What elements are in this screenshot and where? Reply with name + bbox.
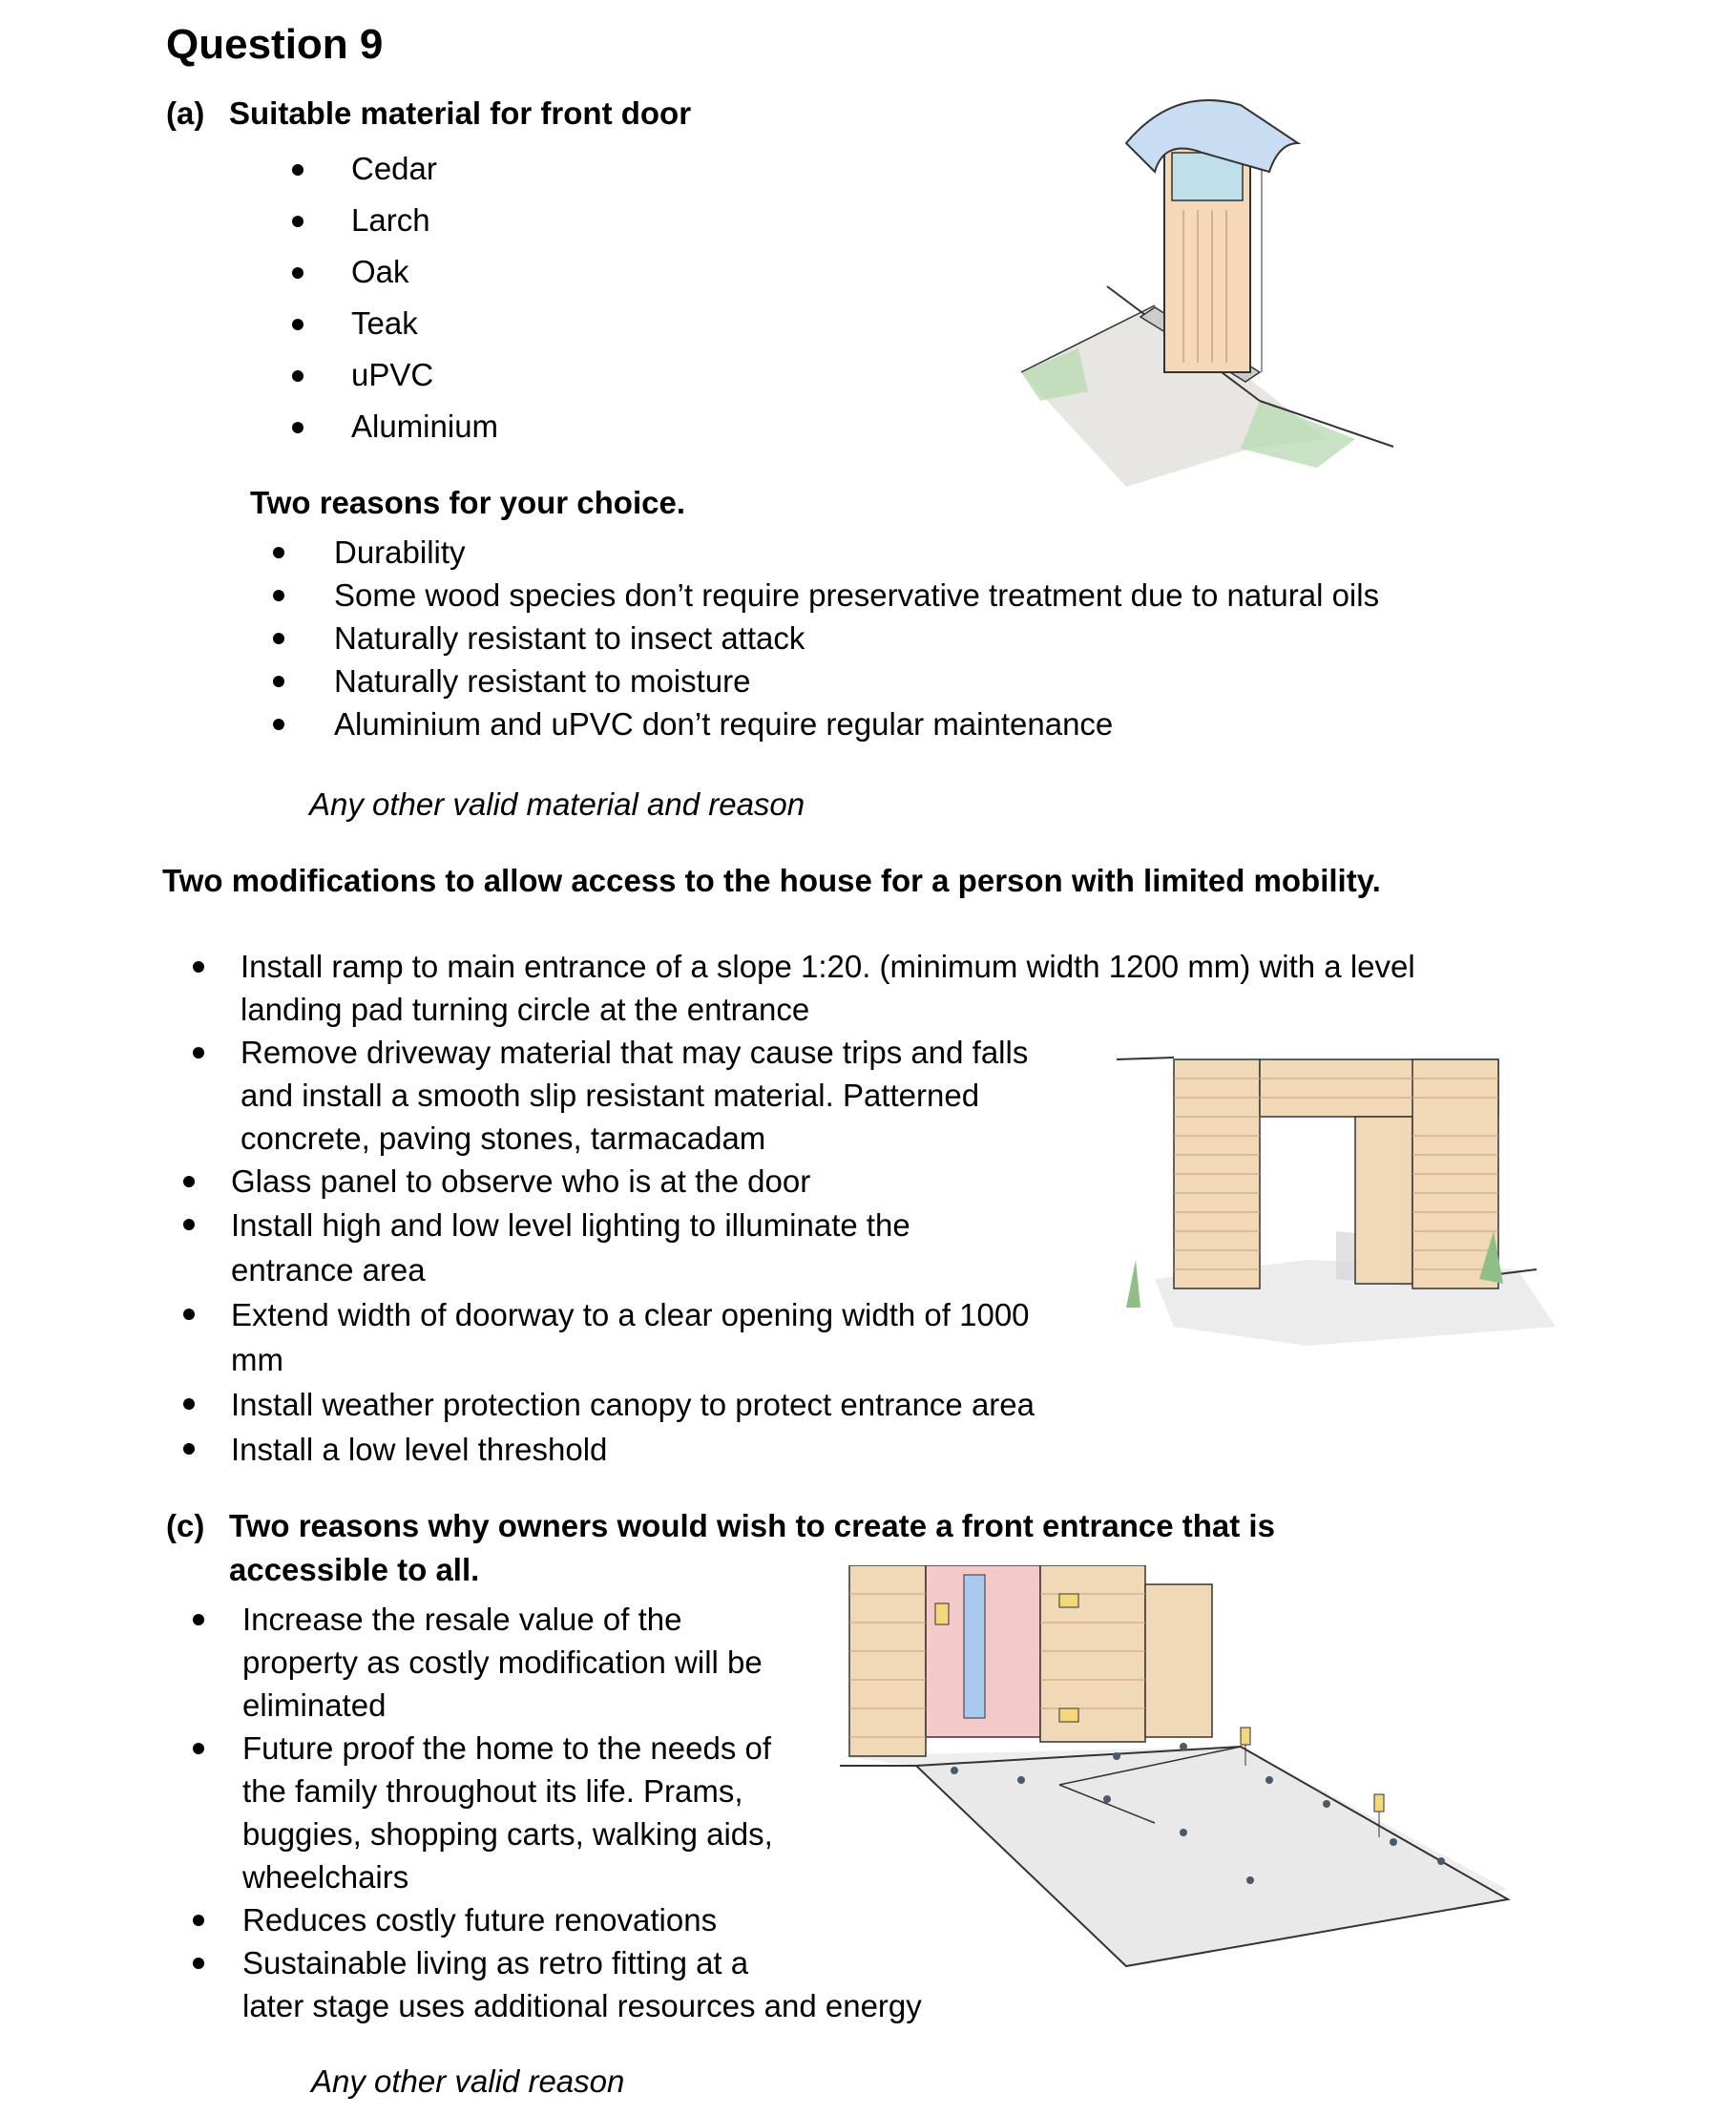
list-item: Install ramp to main entrance of a slope 1:20. (minimum width 1200 mm) with a level landing pad turning circle at the entrance (193, 945, 1415, 1031)
list-item: Aluminium and uPVC don’t require regular maintenance (273, 702, 1379, 745)
list-item: Install high and low level lighting to illuminate the entrance area (183, 1203, 1415, 1292)
part-b-heading: Two modifications to allow access to the house for a person with limited mobility. (162, 863, 1381, 898)
list-item: Oak (292, 246, 498, 298)
part-c-label: (c) (166, 1508, 205, 1543)
part-c-heading-line2: accessible to all. (229, 1552, 480, 1587)
list-item: Sustainable living as retro fitting at a later stage uses additional resources and energy (193, 1941, 922, 2027)
list-item: Durability (273, 531, 1379, 574)
list-item: Install weather protection canopy to protect entrance area (183, 1382, 1415, 1427)
part-c-reasons-list (193, 1598, 922, 2027)
list-item: Glass panel to observe who is at the door (183, 1160, 1415, 1203)
reasons-heading: Two reasons for your choice. (250, 485, 685, 520)
list-item: Future proof the home to the needs of the family throughout its life. Prams, buggies, shopping carts, walking aids, wheelchairs (193, 1727, 922, 1898)
list-item: Reduces costly future renovations (193, 1898, 922, 1941)
part-a-label: (a) (166, 95, 205, 131)
list-item: uPVC (292, 349, 498, 401)
brick-doorway-illustration (1117, 1040, 1556, 1355)
part-c-heading-line1: Two reasons why owners would wish to create a front entrance that is (229, 1508, 1275, 1543)
part-a-note: Any other valid material and reason (309, 786, 805, 822)
list-item: Install a low level threshold (183, 1427, 1415, 1472)
list-item: Cedar (292, 143, 498, 195)
list-item: Naturally resistant to moisture (273, 660, 1379, 702)
list-item: Some wood species don’t require preservative treatment due to natural oils (273, 574, 1379, 617)
part-a-heading (166, 95, 691, 132)
ramp-entrance-illustration (840, 1565, 1527, 1976)
materials-list (292, 143, 498, 452)
list-item: Remove driveway material that may cause trips and falls and install a smooth slip resistant material. Patterned concrete, paving stones, tarmacadam (193, 1031, 1415, 1160)
list-item: Naturally resistant to insect attack (273, 617, 1379, 660)
part-c-note: Any other valid reason (311, 2064, 625, 2099)
part-a-heading-text: Suitable material for front door (229, 95, 692, 131)
page-title: Question 9 (166, 21, 384, 68)
list-item: Increase the resale value of the property as costly modification will be eliminated (193, 1598, 922, 1727)
list-item: Aluminium (292, 401, 498, 452)
reasons-list (273, 531, 1379, 745)
door-canopy-illustration (1012, 86, 1412, 525)
list-item: Teak (292, 298, 498, 349)
list-item: Extend width of doorway to a clear opening width of 1000 mm (183, 1292, 1415, 1382)
part-c-heading (166, 1508, 1275, 1544)
list-item: Larch (292, 195, 498, 246)
